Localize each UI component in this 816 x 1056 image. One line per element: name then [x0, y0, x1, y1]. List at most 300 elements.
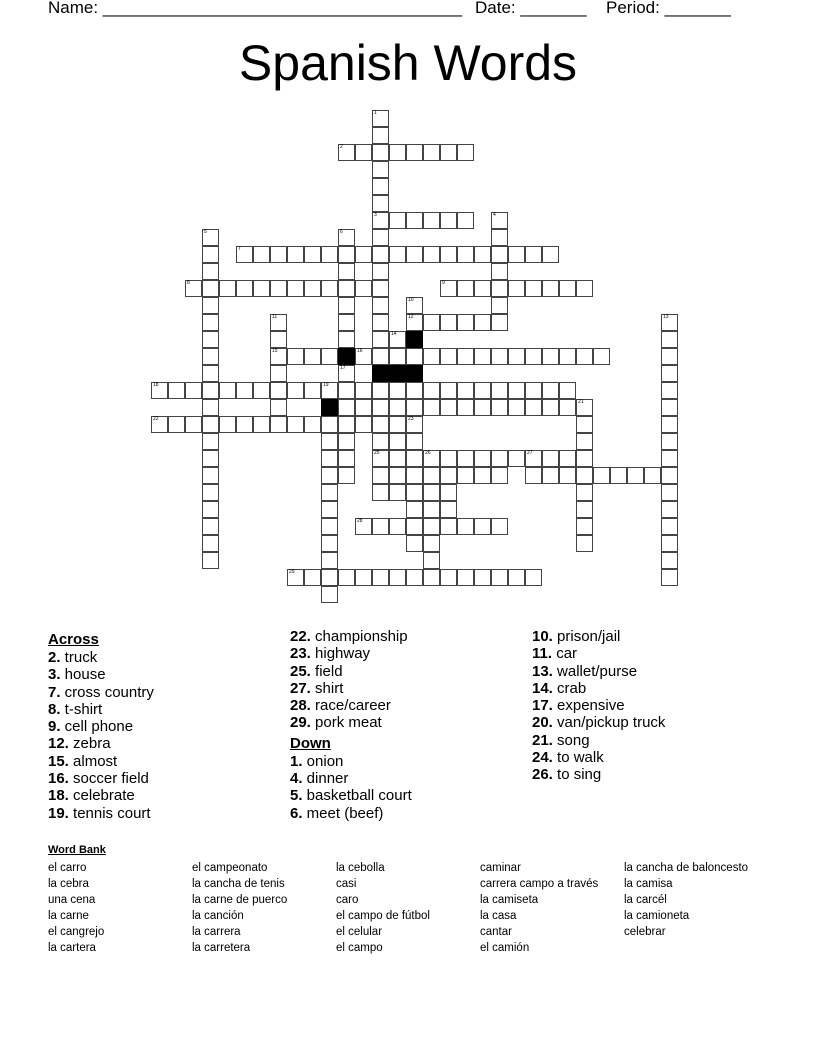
crossword-cell[interactable] — [423, 484, 440, 501]
crossword-cell[interactable] — [423, 246, 440, 263]
crossword-cell[interactable] — [423, 348, 440, 365]
crossword-cell[interactable] — [185, 416, 202, 433]
crossword-cell[interactable] — [372, 263, 389, 280]
crossword-cell[interactable] — [508, 280, 525, 297]
clue-text: van/pickup truck — [552, 714, 666, 732]
crossword-cell[interactable] — [491, 280, 508, 297]
crossword-cell[interactable] — [491, 450, 508, 467]
crossword-cell[interactable] — [559, 348, 576, 365]
crossword-cell[interactable] — [389, 416, 406, 433]
crossword-cell[interactable] — [338, 365, 355, 382]
crossword-cell[interactable] — [202, 263, 219, 280]
crossword-cell[interactable] — [661, 365, 678, 382]
crossword-cell[interactable] — [372, 518, 389, 535]
crossword-cell[interactable] — [491, 348, 508, 365]
crossword-cell[interactable] — [542, 382, 559, 399]
crossword-cell[interactable] — [321, 382, 338, 399]
crossword-cell[interactable] — [321, 433, 338, 450]
crossword-cell[interactable] — [440, 467, 457, 484]
crossword-cell[interactable] — [202, 382, 219, 399]
crossword-cell[interactable] — [474, 348, 491, 365]
crossword-cell[interactable] — [355, 416, 372, 433]
crossword-cell[interactable] — [525, 280, 542, 297]
crossword-cell[interactable] — [423, 144, 440, 161]
crossword-cell[interactable] — [542, 467, 559, 484]
crossword-cell[interactable] — [406, 518, 423, 535]
crossword-cell[interactable] — [304, 348, 321, 365]
crossword-cell[interactable] — [525, 467, 542, 484]
crossword-cell[interactable] — [576, 450, 593, 467]
crossword-cell[interactable] — [338, 229, 355, 246]
crossword-cell[interactable] — [389, 212, 406, 229]
crossword-cell[interactable] — [270, 246, 287, 263]
crossword-cell[interactable] — [423, 450, 440, 467]
crossword-cell[interactable] — [389, 518, 406, 535]
crossword-cell[interactable] — [457, 467, 474, 484]
crossword-cell[interactable] — [389, 144, 406, 161]
crossword-cell[interactable] — [185, 280, 202, 297]
clue-item — [48, 770, 278, 787]
crossword-cell[interactable] — [474, 467, 491, 484]
crossword-cell[interactable] — [406, 467, 423, 484]
crossword-cell[interactable] — [508, 246, 525, 263]
crossword-cell[interactable] — [661, 348, 678, 365]
crossword-cell[interactable] — [321, 484, 338, 501]
crossword-cell[interactable] — [321, 246, 338, 263]
crossword-cell[interactable] — [457, 144, 474, 161]
crossword-cell[interactable] — [236, 382, 253, 399]
crossword-cell[interactable] — [202, 450, 219, 467]
crossword-cell[interactable] — [610, 467, 627, 484]
crossword-cell[interactable] — [661, 382, 678, 399]
crossword-cell[interactable] — [219, 382, 236, 399]
word-bank-item: la carne de puerco — [192, 894, 288, 906]
crossword-cell[interactable] — [661, 518, 678, 535]
crossword-cell[interactable] — [661, 433, 678, 450]
crossword-cell[interactable] — [321, 501, 338, 518]
crossword-cell[interactable] — [440, 501, 457, 518]
crossword-cell[interactable] — [304, 280, 321, 297]
crossword-cell[interactable] — [389, 569, 406, 586]
crossword-cell[interactable] — [508, 450, 525, 467]
crossword-cell[interactable] — [559, 280, 576, 297]
crossword-cell[interactable] — [372, 348, 389, 365]
clue-number: 9. — [48, 718, 61, 736]
crossword-cell[interactable] — [559, 399, 576, 416]
crossword-cell[interactable] — [627, 467, 644, 484]
crossword-cell[interactable] — [406, 297, 423, 314]
crossword-cell[interactable] — [440, 212, 457, 229]
crossword-cell[interactable] — [474, 246, 491, 263]
crossword-cell[interactable] — [661, 331, 678, 348]
crossword-cell[interactable] — [559, 467, 576, 484]
crossword-cell[interactable] — [406, 212, 423, 229]
crossword-cell[interactable] — [287, 246, 304, 263]
crossword-cell[interactable] — [661, 535, 678, 552]
clue-number: 16. — [48, 770, 69, 788]
crossword-cell[interactable] — [236, 280, 253, 297]
crossword-cell[interactable] — [423, 399, 440, 416]
crossword-cell[interactable] — [372, 195, 389, 212]
clue-number: 8. — [48, 700, 61, 718]
crossword-cell[interactable] — [474, 569, 491, 586]
crossword-cell[interactable] — [474, 399, 491, 416]
crossword-cell[interactable] — [372, 178, 389, 195]
crossword-cell[interactable] — [253, 280, 270, 297]
crossword-cell[interactable] — [372, 280, 389, 297]
crossword-cell[interactable] — [423, 535, 440, 552]
crossword-cell[interactable] — [338, 263, 355, 280]
crossword-cell[interactable] — [406, 144, 423, 161]
crossword-cell[interactable] — [593, 467, 610, 484]
crossword-cell[interactable] — [202, 416, 219, 433]
crossword-cell[interactable] — [270, 280, 287, 297]
crossword-cell[interactable] — [457, 212, 474, 229]
crossword-cell[interactable] — [372, 297, 389, 314]
clue-text: expensive — [552, 697, 625, 715]
crossword-cell[interactable] — [355, 144, 372, 161]
crossword-cell[interactable] — [525, 399, 542, 416]
crossword-cell[interactable] — [508, 382, 525, 399]
crossword-cell[interactable] — [576, 416, 593, 433]
crossword-cell[interactable] — [389, 433, 406, 450]
crossword-cell[interactable] — [491, 314, 508, 331]
crossword-cell[interactable] — [491, 382, 508, 399]
crossword-cell[interactable] — [355, 382, 372, 399]
crossword-cell[interactable] — [661, 467, 678, 484]
crossword-cell[interactable] — [542, 399, 559, 416]
crossword-cell[interactable] — [440, 450, 457, 467]
crossword-cell[interactable] — [525, 382, 542, 399]
crossword-cell[interactable] — [661, 314, 678, 331]
crossword-cell[interactable] — [202, 518, 219, 535]
crossword-cell[interactable] — [202, 348, 219, 365]
crossword-cell[interactable] — [287, 569, 304, 586]
clue-item — [532, 645, 762, 662]
crossword-cell[interactable] — [321, 569, 338, 586]
crossword-cell[interactable] — [338, 569, 355, 586]
crossword-cell[interactable] — [440, 382, 457, 399]
crossword-cell[interactable] — [338, 314, 355, 331]
crossword-cell[interactable] — [304, 246, 321, 263]
crossword-cell[interactable] — [253, 246, 270, 263]
crossword-cell[interactable] — [389, 348, 406, 365]
crossword-cell[interactable] — [202, 535, 219, 552]
crossword-cell[interactable] — [406, 501, 423, 518]
crossword-cell[interactable] — [406, 399, 423, 416]
crossword-cell[interactable] — [202, 229, 219, 246]
crossword-cell[interactable] — [406, 416, 423, 433]
crossword-cell[interactable] — [389, 331, 406, 348]
crossword-cell[interactable] — [474, 382, 491, 399]
crossword-cell[interactable] — [202, 399, 219, 416]
crossword-cell[interactable] — [185, 382, 202, 399]
crossword-cell[interactable] — [321, 467, 338, 484]
crossword-cell[interactable] — [270, 399, 287, 416]
crossword-cell[interactable] — [491, 467, 508, 484]
crossword-cell[interactable] — [202, 280, 219, 297]
crossword-cell[interactable] — [202, 246, 219, 263]
crossword-cell[interactable] — [338, 416, 355, 433]
crossword-cell[interactable] — [406, 450, 423, 467]
crossword-cell[interactable] — [372, 467, 389, 484]
crossword-cell[interactable] — [474, 518, 491, 535]
crossword-cell[interactable] — [457, 450, 474, 467]
crossword-cell[interactable] — [406, 348, 423, 365]
crossword-cell[interactable] — [406, 314, 423, 331]
crossword-cell[interactable] — [372, 144, 389, 161]
crossword-cell[interactable] — [338, 433, 355, 450]
crossword-cell[interactable] — [423, 212, 440, 229]
crossword-cell[interactable] — [661, 450, 678, 467]
crossword-cell[interactable] — [423, 382, 440, 399]
crossword-cell[interactable] — [168, 416, 185, 433]
crossword-cell[interactable] — [508, 348, 525, 365]
crossword-cell[interactable] — [440, 246, 457, 263]
crossword-cell[interactable] — [423, 467, 440, 484]
crossword-cell[interactable] — [355, 399, 372, 416]
cell-number: 19 — [323, 382, 329, 388]
crossword-cell[interactable] — [576, 348, 593, 365]
crossword-cell[interactable] — [338, 450, 355, 467]
crossword-cell[interactable] — [576, 433, 593, 450]
crossword-cell[interactable] — [372, 399, 389, 416]
crossword-cell[interactable] — [355, 569, 372, 586]
crossword-cell[interactable] — [440, 280, 457, 297]
period-field[interactable]: Period: _______ — [606, 0, 731, 17]
crossword-cell[interactable] — [338, 467, 355, 484]
crossword-cell[interactable] — [338, 382, 355, 399]
crossword-cell[interactable] — [389, 450, 406, 467]
cell-number: 1 — [374, 110, 377, 116]
crossword-cell[interactable] — [270, 314, 287, 331]
crossword-cell[interactable] — [321, 518, 338, 535]
crossword-cell[interactable] — [576, 467, 593, 484]
crossword-cell[interactable] — [202, 552, 219, 569]
word-bank-item: la cebra — [48, 878, 89, 890]
crossword-cell[interactable] — [168, 382, 185, 399]
crossword-cell[interactable] — [508, 569, 525, 586]
crossword-cell[interactable] — [423, 569, 440, 586]
crossword-cell[interactable] — [202, 467, 219, 484]
crossword-cell[interactable] — [474, 314, 491, 331]
crossword-cell[interactable] — [457, 382, 474, 399]
crossword-cell[interactable] — [304, 382, 321, 399]
crossword-cell[interactable] — [355, 246, 372, 263]
word-bank-item: caro — [336, 894, 359, 906]
date-field[interactable]: Date: _______ — [475, 0, 587, 17]
crossword-cell[interactable] — [338, 399, 355, 416]
crossword-cell[interactable] — [338, 331, 355, 348]
crossword-cell[interactable] — [287, 382, 304, 399]
crossword-cell[interactable] — [491, 212, 508, 229]
crossword-cell[interactable] — [372, 382, 389, 399]
clue-item — [48, 718, 278, 735]
crossword-cell[interactable] — [287, 416, 304, 433]
crossword-cell[interactable] — [661, 416, 678, 433]
crossword-cell[interactable] — [542, 450, 559, 467]
crossword-cell[interactable] — [202, 501, 219, 518]
crossword-cell[interactable] — [440, 144, 457, 161]
crossword-cell[interactable] — [457, 399, 474, 416]
clue-number: 19. — [48, 804, 69, 822]
crossword-cell[interactable] — [321, 586, 338, 603]
crossword-cell[interactable] — [202, 314, 219, 331]
clue-text: field — [310, 662, 343, 680]
crossword-cell[interactable] — [321, 552, 338, 569]
crossword-cell[interactable] — [644, 467, 661, 484]
crossword-cell[interactable] — [491, 263, 508, 280]
crossword-cell[interactable] — [270, 416, 287, 433]
crossword-cell[interactable] — [491, 569, 508, 586]
crossword-cell[interactable] — [372, 246, 389, 263]
crossword-cell[interactable] — [661, 569, 678, 586]
crossword-cell[interactable] — [304, 569, 321, 586]
crossword-cell[interactable] — [372, 416, 389, 433]
crossword-cell[interactable] — [270, 348, 287, 365]
crossword-cell[interactable] — [440, 348, 457, 365]
crossword-cell[interactable] — [559, 450, 576, 467]
crossword-cell[interactable] — [389, 399, 406, 416]
crossword-cell[interactable] — [406, 382, 423, 399]
crossword-cell[interactable] — [219, 416, 236, 433]
crossword-cell[interactable] — [389, 484, 406, 501]
crossword-cell[interactable] — [440, 399, 457, 416]
crossword-cell[interactable] — [202, 297, 219, 314]
crossword-cell[interactable] — [576, 280, 593, 297]
crossword-cell[interactable] — [270, 331, 287, 348]
crossword-cell[interactable] — [661, 484, 678, 501]
clue-number: 11. — [532, 645, 553, 663]
crossword-cell[interactable] — [321, 348, 338, 365]
crossword-cell[interactable] — [372, 433, 389, 450]
crossword-cell[interactable] — [202, 433, 219, 450]
crossword-cell[interactable] — [151, 416, 168, 433]
crossword-cell[interactable] — [236, 246, 253, 263]
crossword-cell[interactable] — [372, 484, 389, 501]
crossword-cell[interactable] — [491, 399, 508, 416]
crossword-cell[interactable] — [321, 450, 338, 467]
crossword-cell[interactable] — [542, 280, 559, 297]
crossword-cell[interactable] — [474, 280, 491, 297]
crossword-cell[interactable] — [338, 144, 355, 161]
crossword-cell[interactable] — [559, 382, 576, 399]
crossword-cell[interactable] — [270, 365, 287, 382]
crossword-cell[interactable] — [406, 484, 423, 501]
crossword-cell[interactable] — [304, 416, 321, 433]
crossword-cell[interactable] — [491, 246, 508, 263]
crossword-cell[interactable] — [457, 569, 474, 586]
crossword-cell[interactable] — [372, 331, 389, 348]
crossword-cell[interactable] — [576, 501, 593, 518]
crossword-cell[interactable] — [406, 535, 423, 552]
crossword-cell[interactable] — [406, 246, 423, 263]
crossword-cell[interactable] — [491, 518, 508, 535]
crossword-cell[interactable] — [389, 467, 406, 484]
crossword-cell[interactable] — [372, 569, 389, 586]
crossword-cell[interactable] — [321, 416, 338, 433]
crossword-cell[interactable] — [253, 416, 270, 433]
crossword-cell[interactable] — [423, 518, 440, 535]
crossword-cell[interactable] — [423, 552, 440, 569]
word-bank-item: carrera campo a través — [480, 878, 599, 890]
crossword-cell[interactable] — [525, 348, 542, 365]
crossword-cell[interactable] — [474, 450, 491, 467]
crossword-cell[interactable] — [321, 535, 338, 552]
crossword-cell[interactable] — [661, 399, 678, 416]
crossword-cell[interactable] — [457, 518, 474, 535]
crossword-cell[interactable] — [202, 484, 219, 501]
crossword-cell[interactable] — [338, 297, 355, 314]
crossword-cell[interactable] — [457, 280, 474, 297]
crossword-cell[interactable] — [593, 348, 610, 365]
crossword-cell[interactable] — [423, 314, 440, 331]
crossword-cell[interactable] — [372, 314, 389, 331]
crossword-cell[interactable] — [151, 382, 168, 399]
crossword-cell[interactable] — [440, 518, 457, 535]
crossword-cell[interactable] — [406, 569, 423, 586]
crossword-cell[interactable] — [372, 110, 389, 127]
crossword-cell[interactable] — [338, 246, 355, 263]
crossword-cell[interactable] — [423, 501, 440, 518]
crossword-cell[interactable] — [355, 280, 372, 297]
word-bank-item: la carne — [48, 910, 89, 922]
crossword-cell[interactable] — [321, 280, 338, 297]
crossword-cell[interactable] — [287, 348, 304, 365]
crossword-cell[interactable] — [576, 484, 593, 501]
crossword-cell[interactable] — [440, 569, 457, 586]
crossword-cell[interactable] — [440, 484, 457, 501]
crossword-cell[interactable] — [525, 246, 542, 263]
crossword-cell[interactable] — [542, 348, 559, 365]
crossword-cell[interactable] — [338, 280, 355, 297]
crossword-cell[interactable] — [372, 450, 389, 467]
crossword-cell[interactable] — [508, 399, 525, 416]
crossword-cell[interactable] — [525, 450, 542, 467]
crossword-cell[interactable] — [576, 399, 593, 416]
crossword-cell[interactable] — [542, 246, 559, 263]
crossword-cell[interactable] — [372, 161, 389, 178]
crossword-cell[interactable] — [491, 229, 508, 246]
crossword-cell[interactable] — [661, 501, 678, 518]
crossword-cell[interactable] — [576, 518, 593, 535]
crossword-cell[interactable] — [457, 314, 474, 331]
crossword-cell[interactable] — [372, 127, 389, 144]
crossword-cell[interactable] — [389, 246, 406, 263]
crossword-cell[interactable] — [576, 535, 593, 552]
crossword-cell[interactable] — [525, 569, 542, 586]
crossword-cell[interactable] — [406, 433, 423, 450]
crossword-cell[interactable] — [355, 518, 372, 535]
crossword-cell[interactable] — [287, 280, 304, 297]
crossword-cell[interactable] — [457, 348, 474, 365]
crossword-cell[interactable] — [491, 297, 508, 314]
crossword-cell[interactable] — [202, 331, 219, 348]
crossword-cell[interactable] — [661, 552, 678, 569]
crossword-cell[interactable] — [219, 280, 236, 297]
crossword-cell[interactable] — [440, 314, 457, 331]
crossword-cell[interactable] — [389, 382, 406, 399]
crossword-cell[interactable] — [372, 212, 389, 229]
crossword-cell[interactable] — [355, 348, 372, 365]
name-field[interactable]: Name: ______________________________________ — [48, 0, 463, 17]
crossword-cell[interactable] — [457, 246, 474, 263]
crossword-cell[interactable] — [253, 382, 270, 399]
crossword-cell[interactable] — [372, 229, 389, 246]
crossword-cell[interactable] — [270, 382, 287, 399]
crossword-cell[interactable] — [202, 365, 219, 382]
crossword-cell[interactable] — [236, 416, 253, 433]
